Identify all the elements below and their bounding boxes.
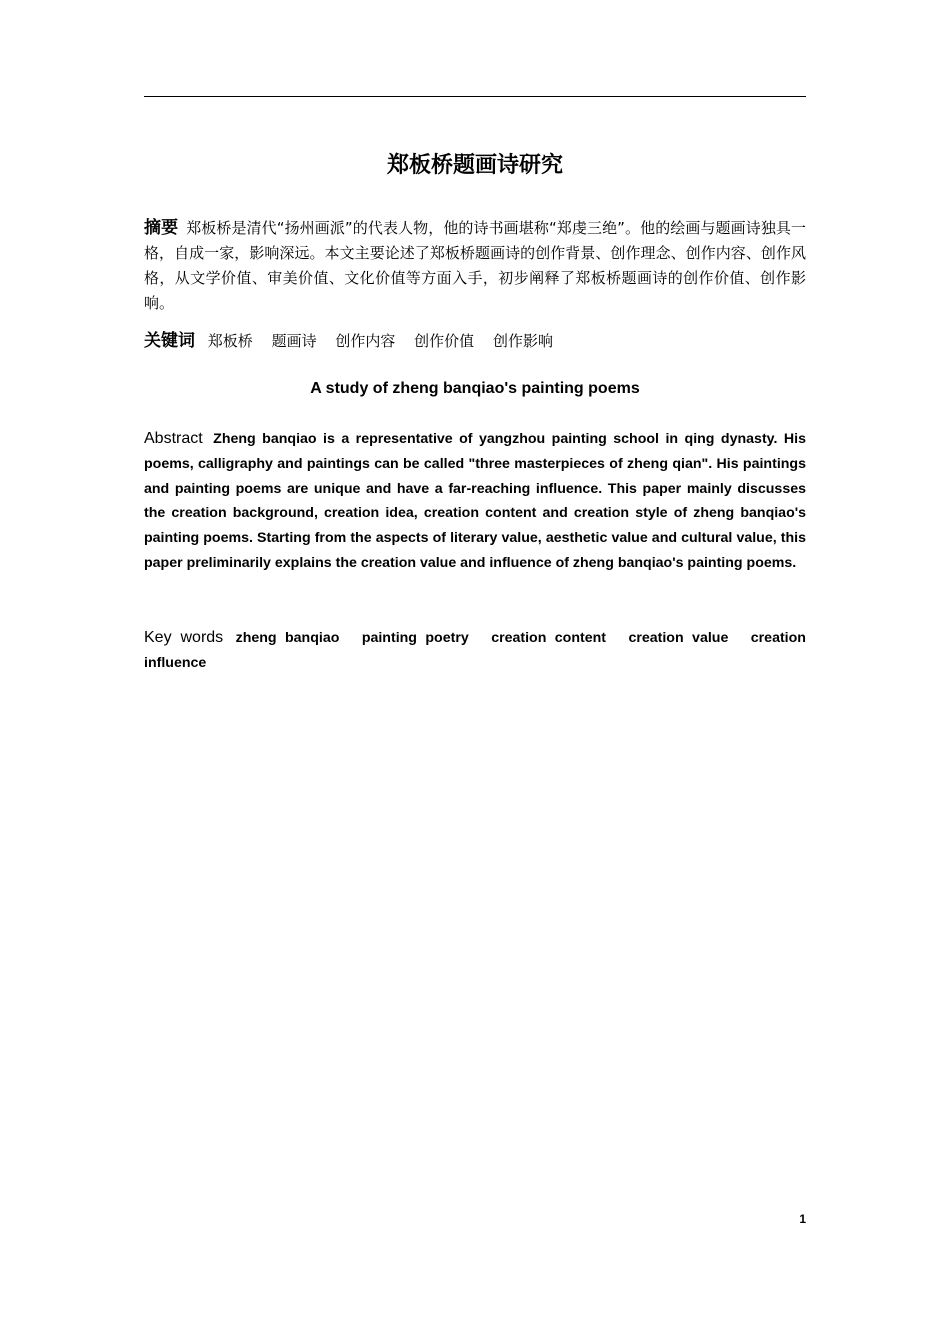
- chinese-keywords: [144, 328, 806, 354]
- chinese-title: 郑板桥题画诗研究: [386, 153, 563, 178]
- header-rule: [144, 96, 806, 97]
- chinese-abstract: [144, 216, 806, 316]
- english-keyword: creation value: [628, 630, 729, 646]
- english-title: A study of zheng banqiao's painting poems: [310, 380, 640, 397]
- chinese-abstract-text: 郑板桥是清代“扬州画派”的代表人物，他的诗书画堪称“郑虔三绝”。他的绘画与题画诗独具一格，自成一家，影响深远。本文主要论述了郑板桥题画诗的创作背景、创作理念、创作内容、创作风格，从文学价值、审美价值、文化价值等方面入手，初步阐释了郑板桥题画诗的创作价值、创作影响。: [144, 219, 807, 312]
- english-abstract-text: Zheng banqiao is a representative of yangzhou painting school in qing dynasty. His poems, calligraphy and paintings can be called "three masterpieces of zheng qian". His paintings and painting poems are unique and have a far-reaching influence. This paper mainly discusses the creation background, creation idea, creation content and creation style of zheng banqiao's painting poems. Starting from the aspects of literary value, aesthetic value and cultural value, this paper preliminarily explains the creation value and influence of zheng banqiao's painting poems.: [144, 431, 806, 571]
- english-keyword: creation content: [491, 630, 607, 646]
- english-abstract-label: Abstract: [144, 430, 203, 447]
- english-keyword: painting poetry: [361, 630, 469, 646]
- chinese-keywords-label: 关键词: [144, 331, 195, 351]
- chinese-keyword: 题画诗: [271, 332, 317, 350]
- chinese-keyword: 创作价值: [414, 332, 475, 350]
- chinese-abstract-label: 摘要: [144, 218, 179, 238]
- english-keyword: creation influence: [144, 630, 806, 671]
- chinese-keyword: 创作影响: [492, 332, 553, 350]
- page-number: 1: [799, 1212, 806, 1226]
- english-abstract: [144, 427, 806, 576]
- english-keywords-label: Key words: [144, 629, 224, 646]
- english-keywords: [144, 626, 806, 676]
- chinese-keyword: 郑板桥: [207, 332, 253, 350]
- chinese-keyword: 创作内容: [335, 332, 396, 350]
- english-keyword: zheng banqiao: [235, 630, 340, 646]
